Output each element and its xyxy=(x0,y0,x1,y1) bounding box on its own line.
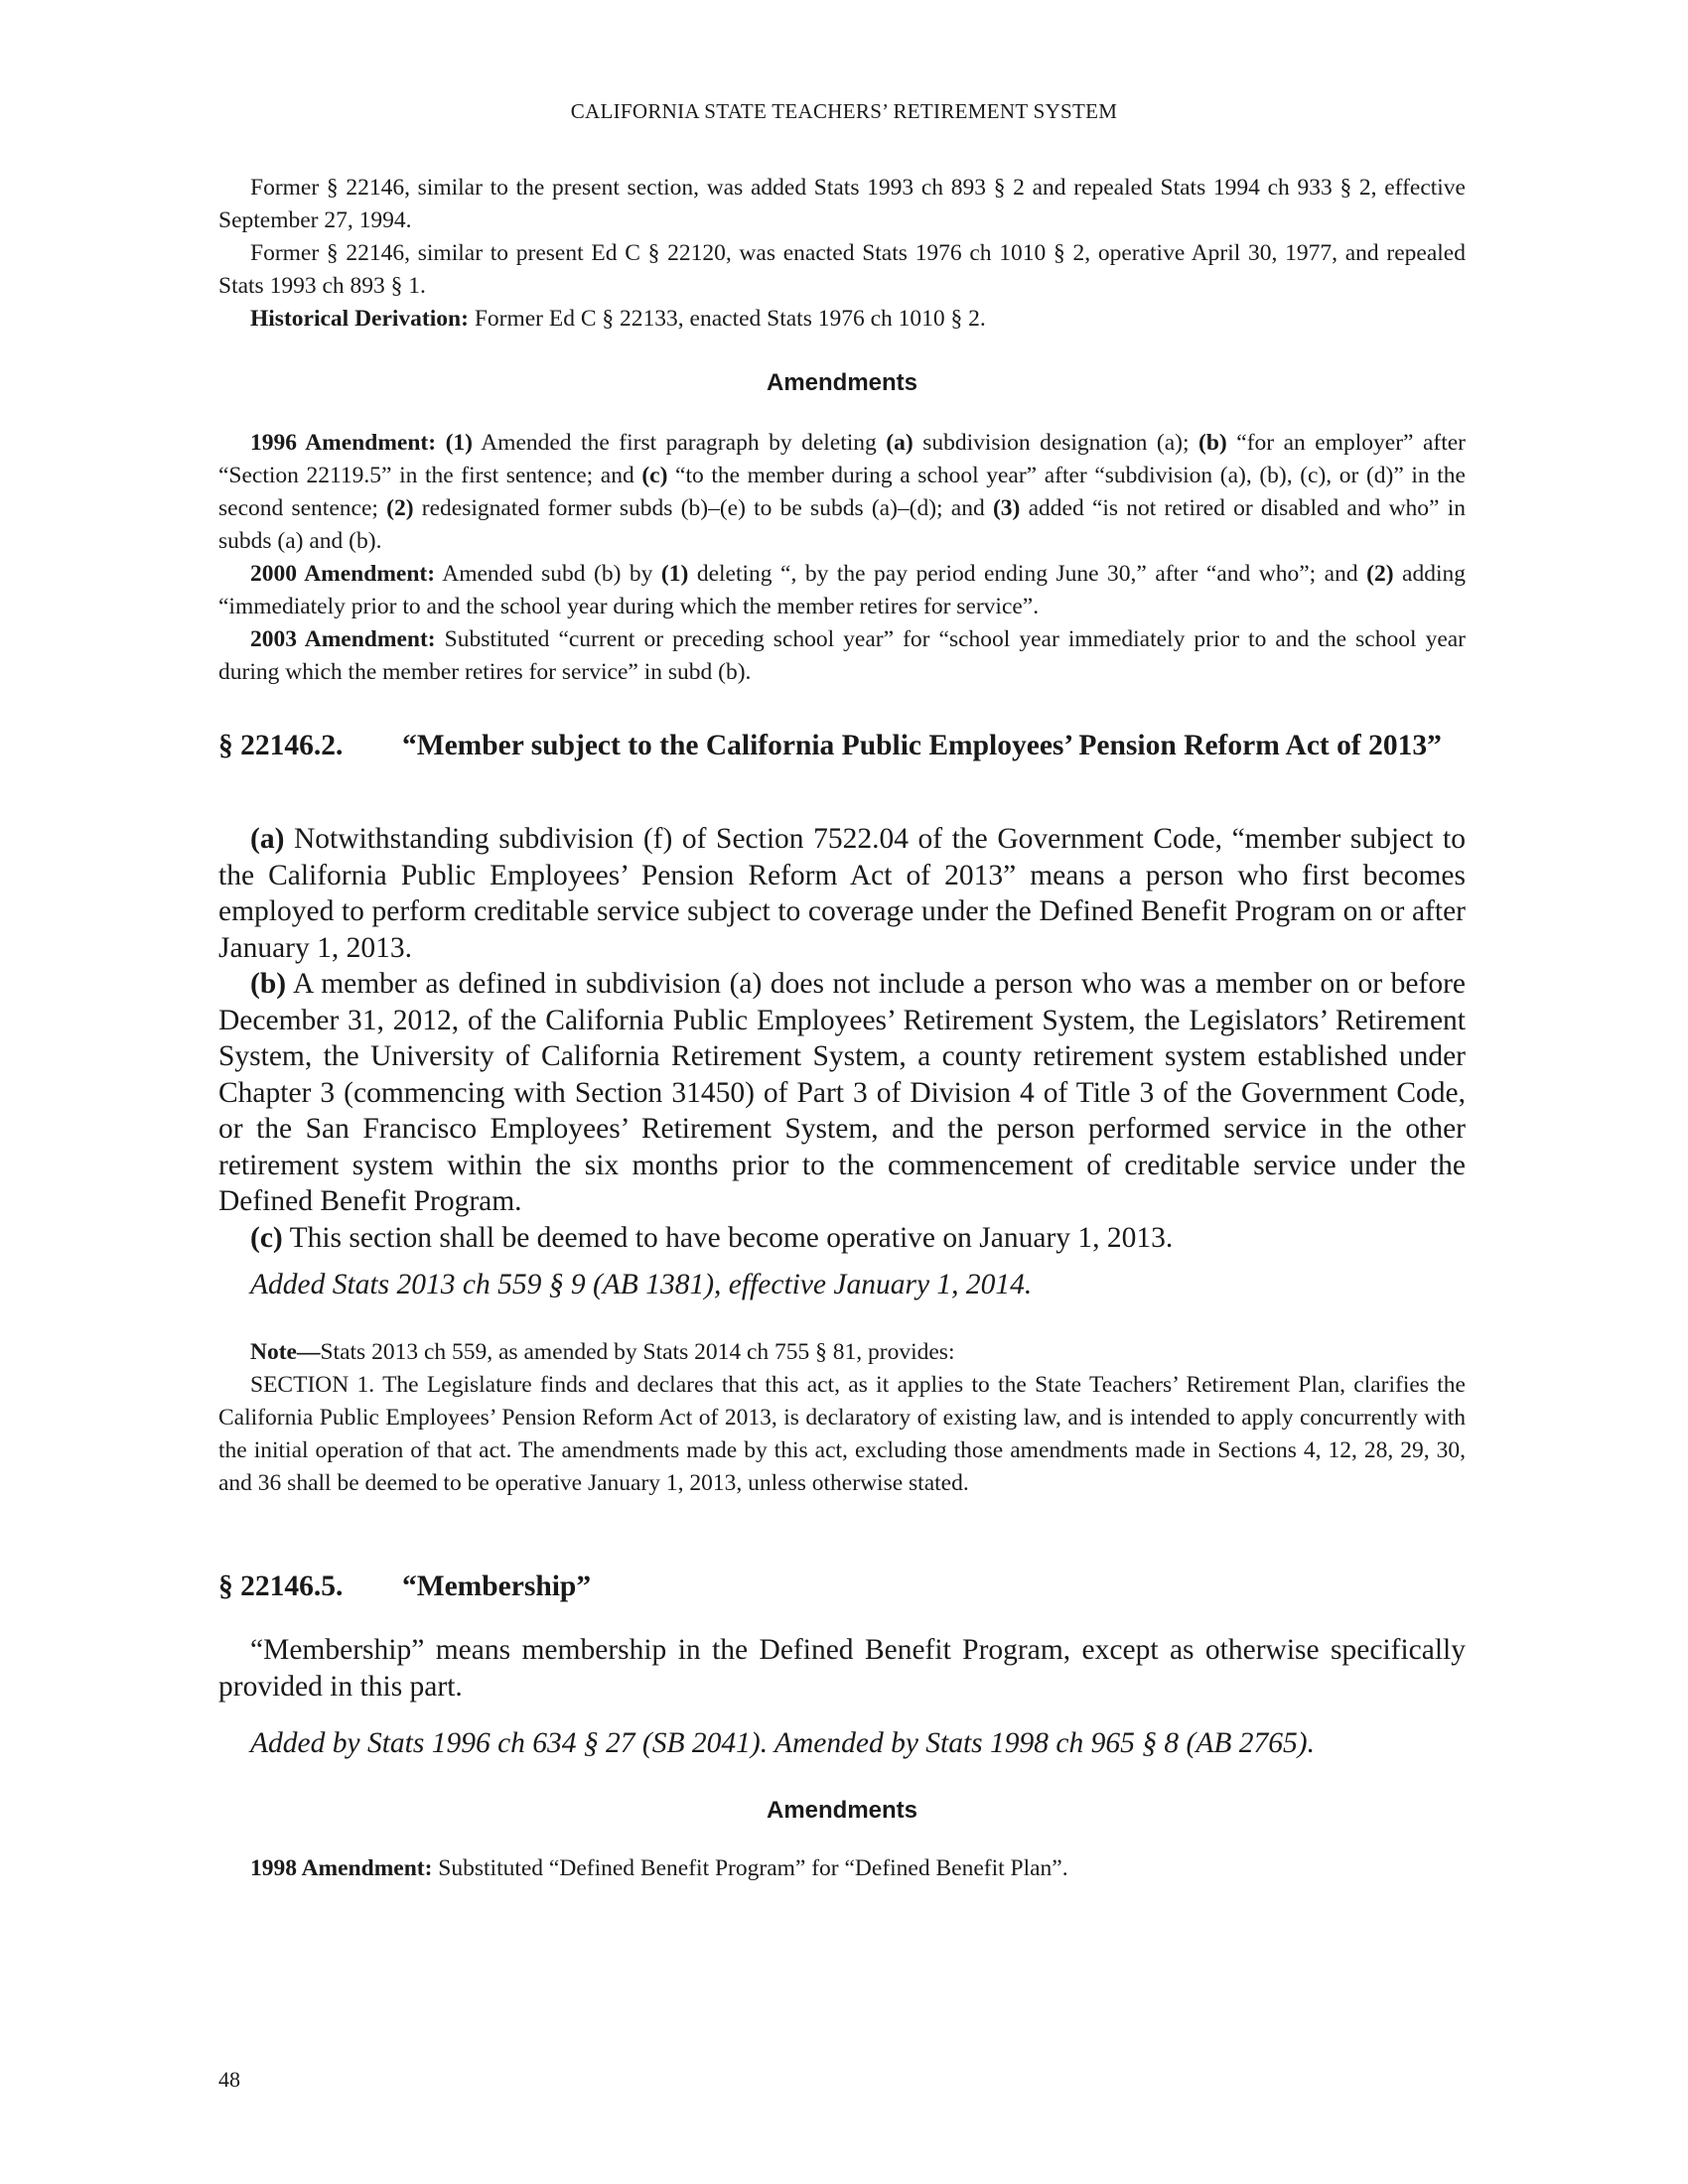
text: adding “immediately prior to and the school year during which the member retires for service”. xyxy=(218,561,1466,619)
marker: (1) xyxy=(445,430,473,456)
section-title: “Member subject to the California Public Employees’ Pension Reform Act of 2013” xyxy=(402,730,1442,761)
section-body-22146-2 xyxy=(218,821,1466,1256)
historical-derivation xyxy=(218,303,1466,336)
history-paragraph-1: Former § 22146, similar to the present section, was added Stats 1993 ch 893 § 2 and repealed Stats 1994 ch 933 § 2, effective September 27, 1994. xyxy=(218,175,1466,233)
subdivision-text: Notwithstanding subdivision (f) of Section 7522.04 of the Government Code, “member subject to the California Public Employees’ Pension Reform Act of 2013” means a person who first becomes employed to perform creditable service subject to coverage under the Defined Benefit Program on or after January 1, 2013. xyxy=(218,823,1466,964)
membership-definition: “Membership” means membership in the Defined Benefit Program, except as otherwise specifically provided in this part. xyxy=(218,1634,1466,1703)
subdivision-a xyxy=(218,821,1466,966)
text: deleting “, by the pay period ending June 30,” after “and who”; and xyxy=(688,561,1367,587)
section-body-22146-5 xyxy=(218,1632,1466,1705)
amendment-1998-label: 1998 Amendment: xyxy=(250,1855,433,1881)
amendments-heading: Amendments xyxy=(766,1797,918,1824)
historical-derivation-text: Former Ed C § 22133, enacted Stats 1976 ch 1010 § 2. xyxy=(468,306,986,332)
text: “for an employer” after “Section 22119.5” in the first sentence; and xyxy=(218,430,1467,488)
marker: (b) xyxy=(1198,430,1227,456)
note-block xyxy=(218,1336,1466,1500)
section-history-22146-5: Added by Stats 1996 ch 634 § 27 (SB 2041). Amended by Stats 1998 ch 965 § 8 (AB 2765). xyxy=(250,1727,1315,1759)
historical-derivation-label: Historical Derivation: xyxy=(250,306,469,332)
amendment-1998 xyxy=(218,1852,1466,1885)
amendment-2003-label: 2003 Amendment: xyxy=(250,626,436,652)
page-number: 48 xyxy=(218,2067,240,2092)
marker: (3) xyxy=(992,495,1021,521)
note-body: SECTION 1. The Legislature finds and declares that this act, as it applies to the State Teachers’ Retirement Plan, clarifies the California Public Employees’ Pension Reform Act of 2013, is declaratory of existing law, and is intended to apply concurrently with the initial operation of that act. The amendments made by this act, excluding those amendments made in Sections 4, 12, 28, 29, 30, and 36 shall be deemed to be operative January 1, 2013, unless otherwise stated. xyxy=(218,1372,1466,1496)
amendment-1996-label: 1996 Amendment: xyxy=(250,430,437,456)
section-number: § 22146.2. xyxy=(218,730,344,761)
marker: (1) xyxy=(660,561,689,587)
amendment-2000-label: 2000 Amendment: xyxy=(250,561,436,587)
text: Amended subd (b) by xyxy=(435,561,661,587)
history-notes-top xyxy=(218,172,1466,336)
section-history-22146-2: Added Stats 2013 ch 559 § 9 (AB 1381), effective January 1, 2014. xyxy=(250,1269,1033,1300)
running-header: CALIFORNIA STATE TEACHERS’ RETIREMENT SYSTEM xyxy=(570,99,1118,123)
section-heading-22146-5 xyxy=(218,1569,1466,1604)
note-intro xyxy=(218,1336,1466,1369)
subdivision-c xyxy=(218,1220,1466,1257)
text: Substituted “Defined Benefit Program” for “Defined Benefit Plan”. xyxy=(432,1855,1068,1881)
section-number: § 22146.5. xyxy=(218,1570,344,1602)
amendments-heading: Amendments xyxy=(766,369,918,396)
amendments-list xyxy=(218,1852,1466,1885)
text: Substituted “current or preceding school year” for “school year immediately prior to and the school year during which the member retires for service” in subd (b). xyxy=(218,626,1466,685)
amendment-2000 xyxy=(218,558,1466,623)
section-heading-22146-2 xyxy=(218,728,1466,763)
text: added “is not retired or disabled and who” in subds (a) and (b). xyxy=(218,495,1466,554)
subdivision-text: A member as defined in subdivision (a) does not include a person who was a member on or before December 31, 2012, of the California Public Employees’ Retirement System, the Legislators’ Retirement System, the University of California Retirement System, a county retirement system established under Chapter 3 (commencing with Section 31450) of Part 3 of Division 4 of Title 3 of the Government Code, or the San Francisco Employees’ Retirement System, and the person performed service in the other retirement system within the six months prior to the commencement of creditable service under the Defined Benefit Program. xyxy=(218,968,1466,1217)
subdivision-label: (a) xyxy=(250,823,285,855)
section-title: “Membership” xyxy=(402,1570,592,1602)
marker: (2) xyxy=(1366,561,1394,587)
marker: (2) xyxy=(386,495,414,521)
subdivision-label: (c) xyxy=(250,1221,283,1254)
history-paragraph-2: Former § 22146, similar to present Ed C § 22120, was enacted Stats 1976 ch 1010 § 2, operative April 30, 1977, and repealed Stats 1993 ch 893 § 1. xyxy=(218,240,1466,299)
subdivision-b xyxy=(218,966,1466,1220)
amendments-list xyxy=(218,427,1466,689)
text: redesignated former subds (b)–(e) to be subds (a)–(d); and xyxy=(413,495,993,521)
amendment-2003 xyxy=(218,623,1466,689)
note-label: Note— xyxy=(250,1339,321,1365)
text: Amended the first paragraph by deleting xyxy=(472,430,887,456)
marker: (a) xyxy=(886,430,914,456)
text: “to the member during a school year” after “subdivision (a), (b), (c), or (d)” in the second sentence; xyxy=(218,463,1466,521)
text: subdivision designation (a); xyxy=(913,430,1199,456)
subdivision-text: This section shall be deemed to have become operative on January 1, 2013. xyxy=(282,1221,1174,1254)
amendment-1996 xyxy=(218,427,1466,558)
subdivision-label: (b) xyxy=(250,968,287,1000)
note-text: Stats 2013 ch 559, as amended by Stats 2014 ch 755 § 81, provides: xyxy=(320,1339,955,1365)
marker: (c) xyxy=(641,463,668,488)
